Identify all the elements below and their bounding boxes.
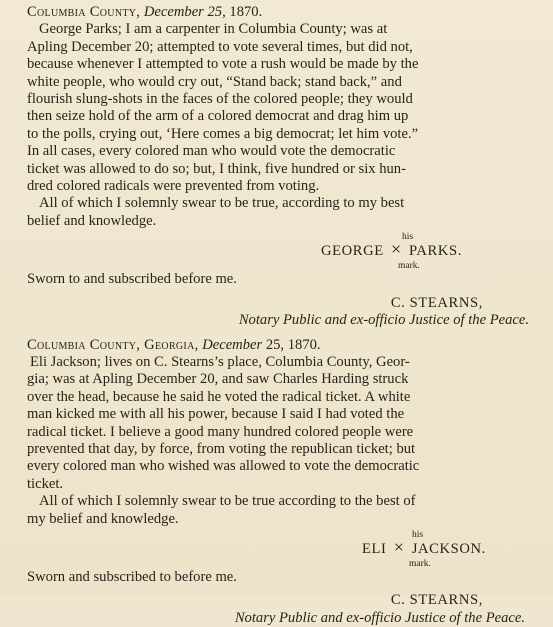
body-line: man kicked me with all his power, because I said I had voted the — [27, 406, 531, 423]
heading-year: 25, 1870. — [266, 337, 321, 353]
oath-line: my belief and knowledge. — [27, 511, 531, 528]
sig-his: his — [402, 232, 413, 242]
body-line: flourish slung-shots in the faces of the colored people; they would — [27, 91, 531, 108]
oath-line: belief and knowledge. — [27, 213, 531, 230]
affidavit-heading — [27, 4, 531, 21]
sig-mark: mark. — [398, 261, 420, 271]
sworn-statement: Sworn and subscribed to before me. — [27, 569, 531, 586]
body-line: white people, who would cry out, “Stand back; stand back,” and — [27, 74, 531, 91]
signature-mark — [27, 230, 531, 280]
sig-name — [321, 241, 462, 260]
body-line: ticket. — [27, 476, 531, 493]
x-mark-icon: × — [391, 537, 408, 557]
affidavit-george-parks — [27, 4, 531, 330]
heading-year: 1870. — [229, 4, 262, 20]
body-line: every colored man who wished was allowed to vote the democratic — [27, 458, 531, 475]
notary-name: C. STEARNS, — [27, 295, 531, 312]
heading-date: December 25, — [144, 4, 226, 20]
notary-title: Notary Public and ex-officio Justice of the Peace. — [27, 312, 531, 329]
body-line: over the head, because he said he voted the radical ticket. A white — [27, 389, 531, 406]
sig-name — [362, 539, 486, 558]
body-line: because whenever I attempted to vote a rush would be made by the — [27, 56, 531, 73]
body-line: prevented that day, by force, from voting the republican ticket; but — [27, 441, 531, 458]
body-line: George Parks; I am a carpenter in Columbia County; was at — [27, 21, 531, 38]
body-line: In all cases, every colored man who would vote the democratic — [27, 143, 531, 160]
sig-his: his — [412, 530, 423, 540]
x-mark-icon: × — [388, 239, 405, 259]
sig-last-name: JACKSON. — [412, 541, 486, 557]
sig-last-name: PARKS. — [409, 243, 462, 259]
sig-mark: mark. — [409, 559, 431, 569]
heading-county: Columbia County, — [27, 4, 140, 20]
body-line: dred colored radicals were prevented from voting. — [27, 178, 531, 195]
affidavit-eli-jackson — [27, 337, 531, 627]
notary-title: Notary Public and ex-officio Justice of the Peace. — [27, 610, 531, 627]
affidavit-body — [27, 21, 531, 230]
heading-county: Columbia County, Georgia, — [27, 337, 199, 353]
heading-date: December — [202, 337, 262, 353]
body-line: then seize hold of the arm of a colored democrat and drag him up — [27, 108, 531, 125]
signature-mark — [27, 528, 531, 578]
body-line: to the polls, crying out, ‘Here comes a big democrat; let him vote.” — [27, 126, 531, 143]
body-line: ticket was allowed to do so; but, I think, five hundred or six hun- — [27, 161, 531, 178]
affidavit-body — [27, 354, 531, 528]
body-line: gia; was at Apling December 20, and saw Charles Harding struck — [27, 371, 531, 388]
sworn-statement: Sworn to and subscribed before me. — [27, 271, 531, 288]
sig-first-name: ELI — [362, 541, 387, 557]
affidavit-heading — [27, 337, 531, 354]
body-line: Apling December 20; attempted to vote several times, but did not, — [27, 39, 531, 56]
body-line: Eli Jackson; lives on C. Stearns’s place, Columbia County, Geor- — [27, 354, 531, 371]
body-line: radical ticket. I believe a good many hundred colored people were — [27, 424, 531, 441]
oath-line: All of which I solemnly swear to be true according to the best of — [27, 493, 531, 510]
notary-name: C. STEARNS, — [27, 592, 531, 609]
oath-line: All of which I solemnly swear to be true, according to my best — [27, 195, 531, 212]
sig-first-name: GEORGE — [321, 243, 384, 259]
